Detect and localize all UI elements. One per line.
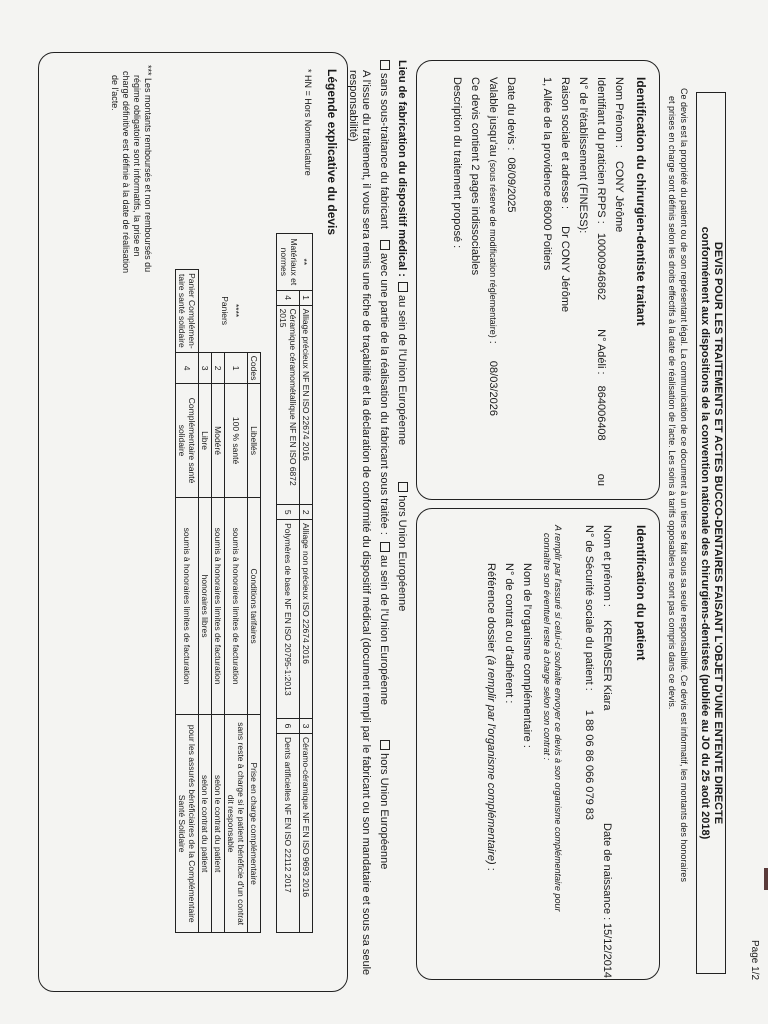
patient-note-line-2: connaître son éventuel reste à charge selon son contrat : [542,533,552,761]
amounts-note-line-1: *** Les montants remboursés et non remboursés du [143,65,153,273]
adeli-label: N° Adéli : [595,329,607,375]
contract-label: N° de contrat ou d'adhérent : [503,563,515,704]
rpps-label: Identifiant du praticien RPPS : [595,77,607,224]
document-title: DEVIS POUR LES TRAITEMENTS ET ACTES BUCCO-DENTAIRES FAISANT L'OBJET D'UNE ENTENTE DIRECTE [712,241,724,825]
dentist-name-value: CONY Jérôme [613,160,625,233]
validity-note: (sous réserve de modification réglementaire) [488,159,498,338]
material-text: Céramique céramométallique NF EN ISO 6872 2015 [277,305,300,505]
col-libelles: Libellés [248,384,261,497]
checkbox-ue[interactable] [398,282,408,292]
patient-heading: Identification du patient [634,525,648,661]
materials-label-line-1: Matériaux et [289,238,300,286]
panier-conditions: soumis à honoraires limites de facturation [176,497,199,715]
quote-date-row [505,77,517,213]
treatment-description-label: Description du traitement proposé : [451,77,463,249]
fabrication-heading: Lieu de fabrication du dispositif médical : [396,60,408,277]
checkbox-hors-ue-2[interactable] [380,740,390,750]
ou-text: ou [595,473,607,486]
validity-separator: : [487,337,499,344]
validity-row [487,77,499,416]
quote-date-value: 08/09/2025 [505,157,517,213]
panier-code: 4 [176,352,199,384]
reference-end: : [485,864,497,871]
option-ue-2: au sein de l'Union Européenne [378,554,390,706]
raison-value: Dr CONY Jérôme [559,226,571,313]
panier-prise: sans reste à charge si le patient bénéficie d'un contrat dit responsable [225,715,248,933]
checkbox-avec-sous-traitance[interactable] [380,240,390,250]
panier-prise: selon le contrat du patient [212,715,225,933]
pages-count: Ce devis contient 2 pages indissociables [469,77,481,276]
dentist-box [416,60,660,500]
option-hors-ue: hors Union Européenne [396,495,408,612]
material-text: Alliage non précieux ISO 22674 2016 [300,520,313,719]
adeli-value: 864006408 [595,385,607,441]
dob-value: 15/12/2014 [601,923,613,979]
checkbox-sans-sous-traitance[interactable] [380,60,390,70]
material-text: Polymères de base NF EN ISO 20795-1:2013 [277,520,300,719]
reference-note: (à remplir par l'organisme complémentaire) [485,655,497,865]
org-label: Nom de l'organisme complémentaire : [521,563,533,748]
dob-label: Date de naissance : [601,823,613,921]
col-conditions: Conditions tarifaires [248,497,261,715]
paniers-table [175,269,261,933]
panier-code: 1 [225,352,248,384]
patient-note [541,525,563,912]
material-number: 3 [300,719,313,734]
material-text: Alliage précieux NF EN ISO 22674 2016 [300,305,313,505]
panier-css-label-line-2: taire santé solidaire [177,274,187,348]
material-number: 6 [277,719,300,734]
nss-row [583,525,595,820]
material-number: 5 [277,505,300,520]
document-subtitle: conformément aux dispositions de la convention nationale des chirurgiens-dentistes (publiée au JO du 25 août 2018) [699,226,711,840]
panier-libelle: Complémentaire santé solidaire [176,384,199,497]
page-number: Page 1/2 [749,940,760,981]
option-sans-sous-traitance: sans sous-traitance du fabricant [378,73,390,229]
fabrication-section [346,60,408,990]
nss-label: N° de Sécurité sociale du patient : [583,525,595,691]
panier-row [176,270,199,933]
checkbox-hors-ue[interactable] [398,482,408,492]
raison-row [559,77,571,312]
patient-box [416,508,660,980]
panier-css-label-cell [176,270,199,353]
material-text: Dents artificielles NF EN ISO 22112 2017 [277,734,300,933]
patient-name-value: KREMBSER Kiara [601,619,613,711]
finess-label: N° de l'établissement (FINESS): [577,77,589,234]
patient-name-row [601,525,613,979]
option-hors-ue-2: hors Union Européenne [378,753,390,870]
option-ue: au sein de l'Union Européenne [396,295,408,446]
patient-note-line-1: A remplir par l'assuré si celui-ci souhaite envoyer ce devis à son organisme complémentaire pour [553,525,563,912]
panier-libelle: Modéré [212,384,225,497]
panier-row [199,270,212,933]
fabrication-row-1 [390,60,408,990]
raison-label: Raison sociale et adresse : [559,77,571,210]
rpps-value: 10000946862 [595,232,607,301]
material-text: Céramo-céramique NF EN ISO 9693 2016 [300,734,313,933]
panier-row [225,270,248,933]
panier-code: 3 [199,352,212,384]
paniers-header-row [248,270,261,933]
amounts-note-line-4: de l'acte. [110,75,120,111]
dentist-name-label: Nom Prénom : [613,77,625,148]
material-number: 1 [300,290,313,305]
intro-line-1: Ce devis est la propriété du patient ou de son représentant légal. La communication de ce document à un tiers se fait sous sa seule responsabilité. Ce devis est informatif, les montants des honoraires [679,88,689,882]
quote-date-label: Date du devis : [505,77,517,151]
traceability-line-1: A l'issue du traitement, il vous sera remis une fiche de traçabilité et la déclaration de conformité du dispositif médical (document rempli par le fabricant ou son mandataire et sous sa seule [360,70,372,976]
intro-line-2: et prises en charge sont définis selon les droits effectifs à la date de réalisation de l'acte. Les soins à tarifs opposables ne sont pas compris dans ce devis. [667,96,677,710]
materials-label-stars: ** [299,258,310,266]
amounts-note-line-3: charge définitive est définie à la date de réalisation [121,71,131,274]
page-edge-mark [764,868,768,890]
option-avec-sous-traitance: avec une partie de la réalisation du fabricant sous traitée : [378,252,390,535]
panier-prise: selon le contrat du patient [199,715,212,933]
panier-libelle: Libre [199,384,212,497]
checkbox-ue-2[interactable] [380,542,390,552]
validity-value: 08/03/2026 [487,360,499,416]
paniers-label-stars: **** [230,304,241,318]
col-codes: Codes [248,352,261,384]
panier-libelle: 100 % santé [225,384,248,497]
materials-label-line-2: normes [279,247,290,276]
materials-label-cell [277,234,313,291]
paniers-label: Paniers [219,296,230,326]
traceability-line-2: responsabilité) [347,70,359,142]
panier-css-label-line-1: Panier Complémen- [187,273,197,349]
panier-row [212,270,225,933]
fabrication-row-2 [372,60,390,990]
amounts-note [109,65,153,273]
panier-prise: pour les assurés bénéficiaires de la Complémentaire Santé Solidaire [176,715,199,933]
patient-name-label: Nom et prénom : [601,525,613,607]
material-number: 2 [300,505,313,520]
panier-conditions: soumis à honoraires limites de facturation [225,497,248,715]
reference-row [485,563,497,871]
dentist-address: 1, Allée de la providence 86000 Poitiers [541,77,553,271]
dentist-name-row [613,77,625,232]
panier-conditions: honoraires libres [199,497,212,715]
legend-box [38,52,348,992]
material-number: 4 [277,290,300,305]
validity-label: Valable jusqu'au [487,77,499,157]
amounts-note-line-2: régime obligatoire sont informatifs, la prise en [132,75,142,257]
title-box [696,92,726,974]
materials-row-2 [277,234,300,933]
paniers-label-cell [199,270,261,353]
col-prise-en-charge: Prise en charge complémentaire [248,715,261,933]
intro-text [666,88,690,1008]
panier-code: 2 [212,352,225,384]
traceability-text [346,60,372,990]
legend-heading: Légende explicative du devis [325,69,339,236]
materials-row-1 [300,234,313,933]
materials-table [276,233,313,933]
dentist-heading: Identification du chirurgien-dentiste traitant [634,77,648,326]
hn-note: * HN = Hors Nomenclature [303,69,313,176]
reference-label: Référence dossier [485,563,497,653]
panier-conditions: soumis à honoraires limites de facturation [212,497,225,715]
dentist-ids-row [595,77,607,486]
nss-value: 1 88 06 86 066 079 83 [583,709,595,820]
